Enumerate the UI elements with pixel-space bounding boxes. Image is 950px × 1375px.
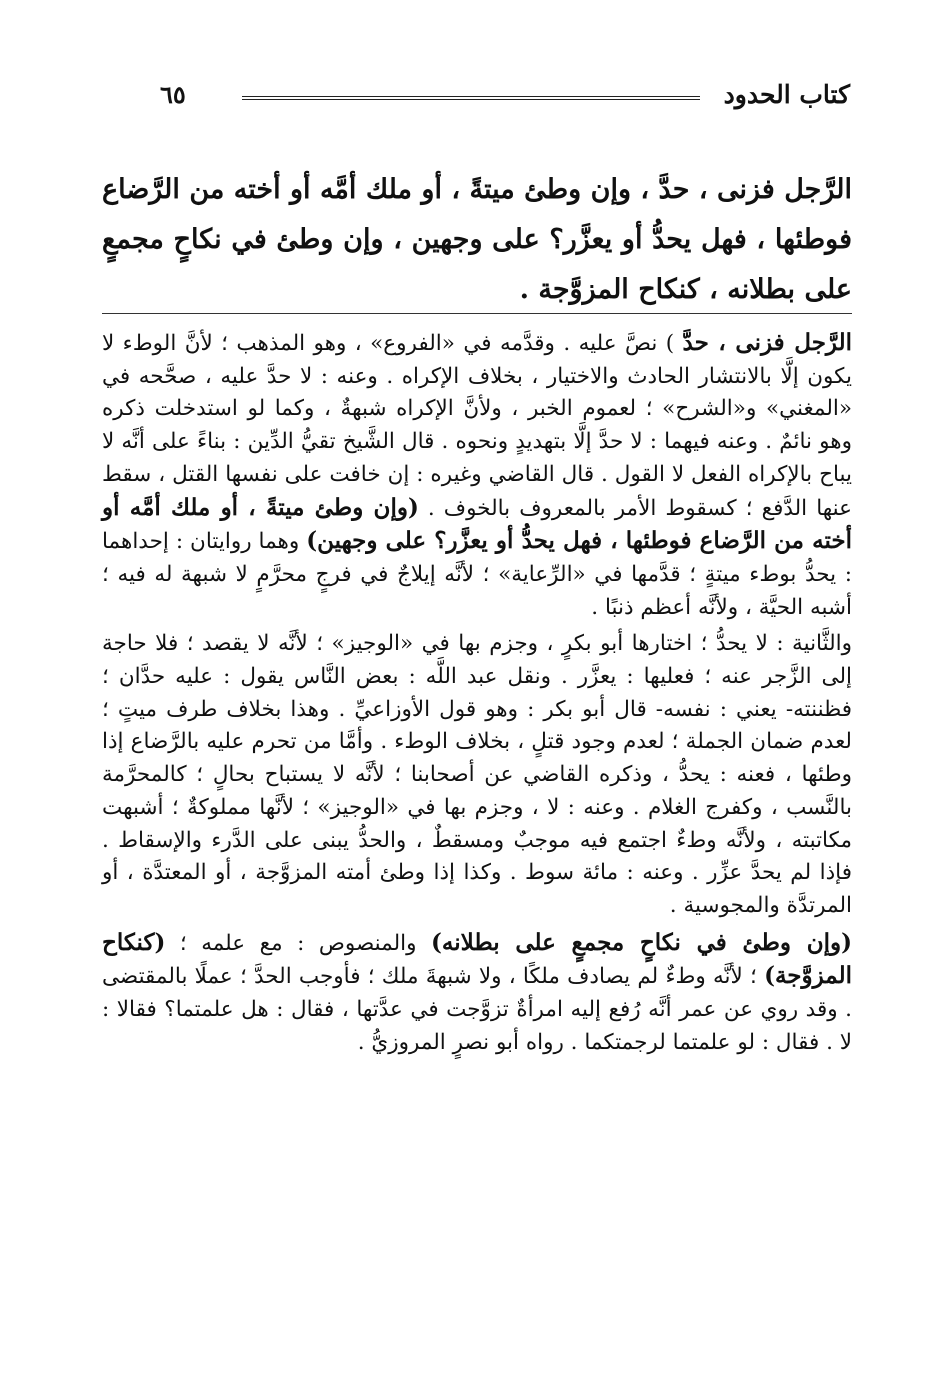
commentary-text: ؛ لأنَّه وطءٌ لم يصادف ملكًا ، ولا شبهةَ ملك ؛ فأوجب الحدَّ ؛ عملًا بالمقتضى . وقد روي عن عمر أنَّه رُفع إليه امرأةٌ تزوَّجت في عدَّتها ، فقال : هل علمتما؟ فقالا : لا . فقال : لو علمتما لرجمتكما . رواه أبو نصرٍ المروزيُّ . <box>102 964 852 1055</box>
section-separator <box>102 313 852 314</box>
commentary-text: وهما روايتان : إحداهما : يحدُّ بوطء ميتةٍ ؛ قدَّمها في «الرِّعاية» ؛ لأنَّه إيلاجٌ في فرجٍ محرَّمٍ لا شبهة له فيه ؛ أشبه الحيَّة ، ولأنَّه أعظم ذنبًا . <box>102 529 852 620</box>
commentary-paragraph-1 <box>102 327 852 624</box>
commentary-text: والمنصوص : مع علمه ؛ <box>165 930 432 956</box>
quoted-matn: (وإن وطئ في نكاحٍ مجمعٍ على بطلانه) <box>431 928 853 956</box>
page-number: ٦٥ <box>160 80 186 109</box>
header-rule <box>242 96 700 100</box>
commentary <box>102 327 852 1063</box>
commentary-paragraph-3 <box>102 927 852 1060</box>
running-title: كتاب الحدود <box>723 80 850 109</box>
page-header <box>160 80 850 116</box>
matn-text: الرَّجل فزنى ، حدَّ ، وإن وطئ ميتةً ، أو ملك أمَّه أو أخته من الرَّضاع فوطئها ، فهل يحدُّ أو يعزَّر؟ على وجهين ، وإن وطئ في نكاحٍ مجمعٍ على بطلانه ، كنكاح المزوَّجة . <box>102 174 852 305</box>
quoted-matn: (كنكاح المزوَّجة) <box>102 928 852 990</box>
commentary-text: ) نصَّ عليه . وقدَّمه في «الفروع» ، وهو المذهب ؛ لأنَّ الوطء لا يكون إلَّا بالانتشار الحادث والاختيار ، بخلاف الإكراه . وعنه : لا حدَّ عليه ، صحَّحه في «المغني» و«الشرح» ؛ لعموم الخبر ، ولأنَّ الإكراه شبهةٌ ، وكما لو استدخلت ذكره وهو نائمٌ . وعنه فيهما : لا حدَّ إلَّا بتهديدٍ ونحوه . قال الشَّيخ تقيُّ الدِّين : بناءً على أنَّه لا يباح بالإكراه الفعل لا القول . قال القاضي وغيره : إن خافت على نفسها القتل ، سقط عنها الدَّفع ؛ كسقوط الأمر بالمعروف بالخوف . <box>102 331 852 521</box>
commentary-paragraph-2: والثَّانية : لا يحدُّ ؛ اختارها أبو بكرٍ ، وجزم بها في «الوجيز» ؛ لأنَّه لا يقصد ؛ فلا حاجة إلى الزَّجر عنه ؛ فعليها : يعزَّر . ونقل عبد اللَّه : بعض النَّاس يقول : عليه حدَّان ؛ فظننته- يعني : نفسه- قال أبو بكر : وهو قول الأوزاعيِّ . وهذا بخلاف طرف ميتٍ ؛ لعدم ضمان الجملة ؛ لعدم وجود قتلٍ ، بخلاف الوطء . وأمَّا من تحرم عليه بالرَّضاع إذا وطئها ، فعنه : يحدُّ ، وذكره القاضي عن أصحابنا ؛ لأنَّه لا يستباح بحالٍ ؛ كالمحرَّمة بالنَّسب ، وكفرج الغلام . وعنه : لا ، وجزم بها في «الوجيز» ؛ لأنَّها مملوكةٌ ؛ أشبهت مكاتبته ، ولأنَّه وطءٌ اجتمع فيه موجبٌ ومسقطٌ ، والحدُّ يبنى على الدَّرء والإسقاط . فإذا لم يحدَّ عزِّر . وعنه : مائة سوط . وكذا إذا وطئ أمته المزوَّجة ، أو المعتدَّة ، أو المرتدَّة والمجوسية . <box>102 631 852 918</box>
quoted-matn: الرَّجل فزنى ، حدَّ <box>682 329 852 356</box>
quoted-matn: (وإن وطئ ميتةً ، أو ملك أمَّه أو أخته من الرَّضاع فوطئها ، فهل يحدُّ أو يعزَّر؟ على وجهين) <box>102 493 852 555</box>
